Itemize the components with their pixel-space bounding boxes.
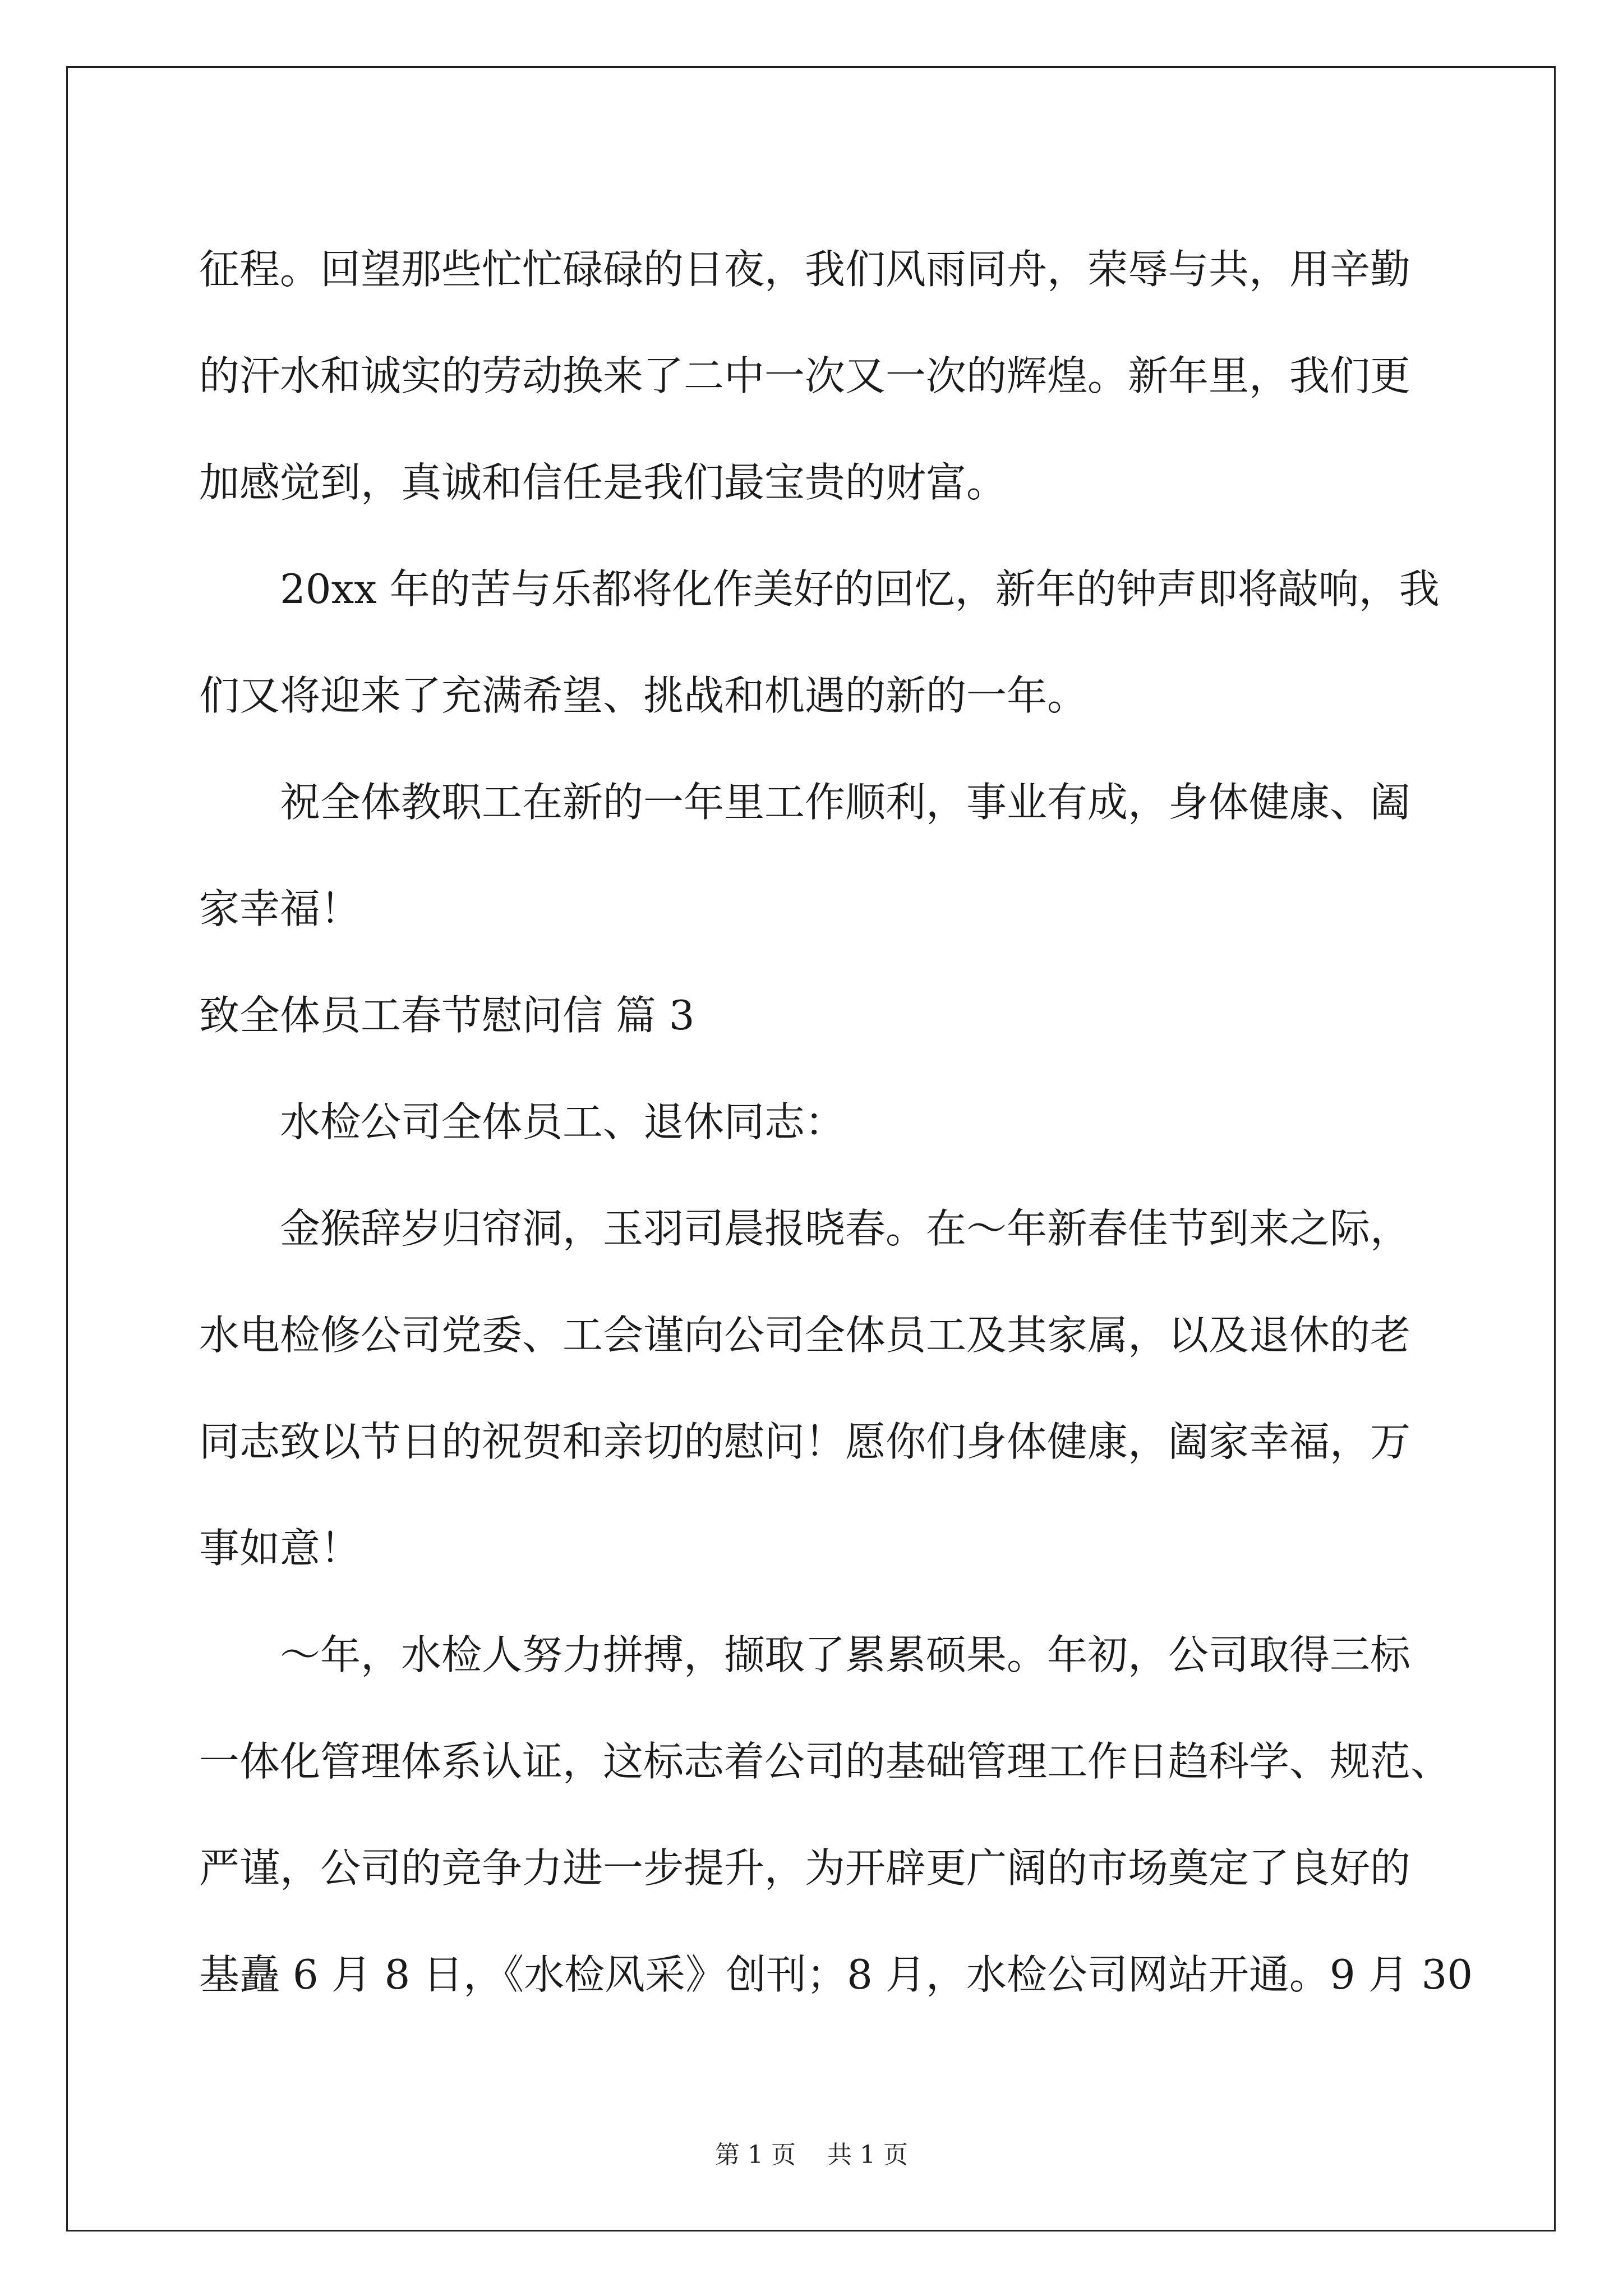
paragraph — [199, 536, 1455, 749]
page-footer — [0, 2134, 1623, 2170]
paragraph — [199, 216, 1455, 536]
text-line: 水电检修公司党委、工会谨向公司全体员工及其家属，以及退休的老 — [199, 1312, 1411, 1359]
text-line: 同志致以节日的祝贺和亲切的慰问！愿你们身体健康，阖家幸福，万 — [199, 1418, 1411, 1465]
text-line: 一体化管理体系认证，这标志着公司的基础管理工作日趋科学、规范、 — [199, 1738, 1451, 1785]
text-line: 的汗水和诚实的劳动换来了二中一次又一次的辉煌。新年里，我们更 — [199, 352, 1411, 399]
text-line: 祝全体教职工在新的一年里工作顺利，事业有成，身体健康、阖 — [280, 779, 1411, 826]
section-heading: 致全体员工春节慰问信 篇 3 — [199, 992, 695, 1039]
text-line: 们又将迎来了充满希望、挑战和机遇的新的一年。 — [199, 672, 1088, 719]
text-line: ～年，水检人努力拼搏，撷取了累累硕果。年初，公司取得三标 — [280, 1631, 1411, 1678]
text-line: 加感觉到，真诚和信任是我们最宝贵的财富。 — [199, 459, 1007, 506]
text-line: 基矗 6 月 8 日，《水检风采》创刊；8 月，水检公司网站开通。9 月 30 — [199, 1951, 1473, 1998]
document-body — [199, 216, 1473, 2028]
page-number: 第 1 页 — [715, 2141, 796, 2169]
text-line: 20xx 年的苦与乐都将化作美好的回忆，新年的钟声即将敲响，我 — [280, 565, 1440, 613]
paragraph — [199, 1069, 1455, 1175]
paragraph — [199, 1175, 1455, 1602]
text-line: 金猴辞岁归帘洞，玉羽司晨报晓春。在～年新春佳节到来之际， — [280, 1205, 1411, 1252]
text-line: 家幸福！ — [199, 885, 361, 932]
paragraph — [199, 749, 1455, 962]
page-total: 共 1 页 — [827, 2141, 908, 2169]
text-line: 水检公司全体员工、退休同志： — [280, 1098, 846, 1145]
text-line: 严谨，公司的竞争力进一步提升，为开辟更广阔的市场奠定了良好的 — [199, 1844, 1411, 1892]
paragraph — [199, 1602, 1473, 2028]
text-line: 征程。回望那些忙忙碌碌的日夜，我们风雨同舟，荣辱与共，用辛勤 — [199, 246, 1411, 293]
text-line: 事如意！ — [199, 1525, 361, 1572]
